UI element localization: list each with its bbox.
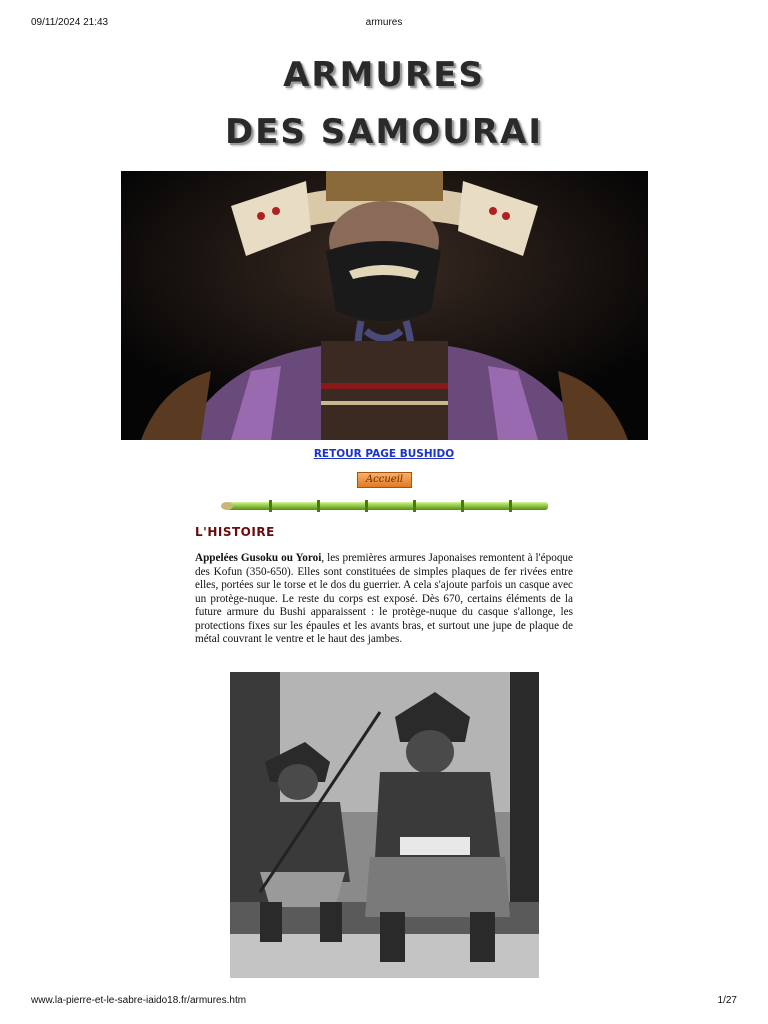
page-title-line2: DES SAMOURAI: [224, 112, 544, 152]
history-paragraph: [195, 552, 573, 647]
print-header: [0, 17, 768, 31]
retour-bushido-link[interactable]: RETOUR PAGE BUSHIDO: [313, 448, 455, 460]
page-number: 1/27: [717, 995, 737, 1006]
section-heading: L'HISTOIRE: [195, 525, 275, 539]
samurai-pair-photo: [230, 672, 539, 978]
print-title: armures: [365, 17, 403, 28]
intro-bold-text: Appelées Gusoku ou Yoroi: [195, 552, 322, 564]
accueil-button[interactable]: Accueil: [357, 472, 412, 488]
footer-url: www.la-pierre-et-le-sabre-iaido18.fr/armures.htm: [31, 995, 247, 1006]
samurai-armor-photo: [121, 171, 648, 440]
print-datetime: 09/11/2024 21:43: [31, 17, 109, 28]
bamboo-divider: [221, 498, 548, 512]
paragraph-text: , les premières armures Japonaises remontent à l'époque des Kofun (350-650). Elles sont constituées de simples plaques de fer rivées entre elles, portées sur le torse et le dos du guerrier. A cela s'ajoute parfois un casque avec un protège-nuque. Le reste du corps est exposé. Dès 670, certains éléments de la future armure du Bushi apparaissent : le protège-nuque du casque s'allonge, les protections fixes sur les épaules et les avants bras, et surtout une jupe de plaque de métal couvrant le ventre et le haut des jambes.: [195, 552, 573, 645]
print-footer: [0, 995, 768, 1009]
page-title-line1: ARMURES: [283, 55, 485, 95]
